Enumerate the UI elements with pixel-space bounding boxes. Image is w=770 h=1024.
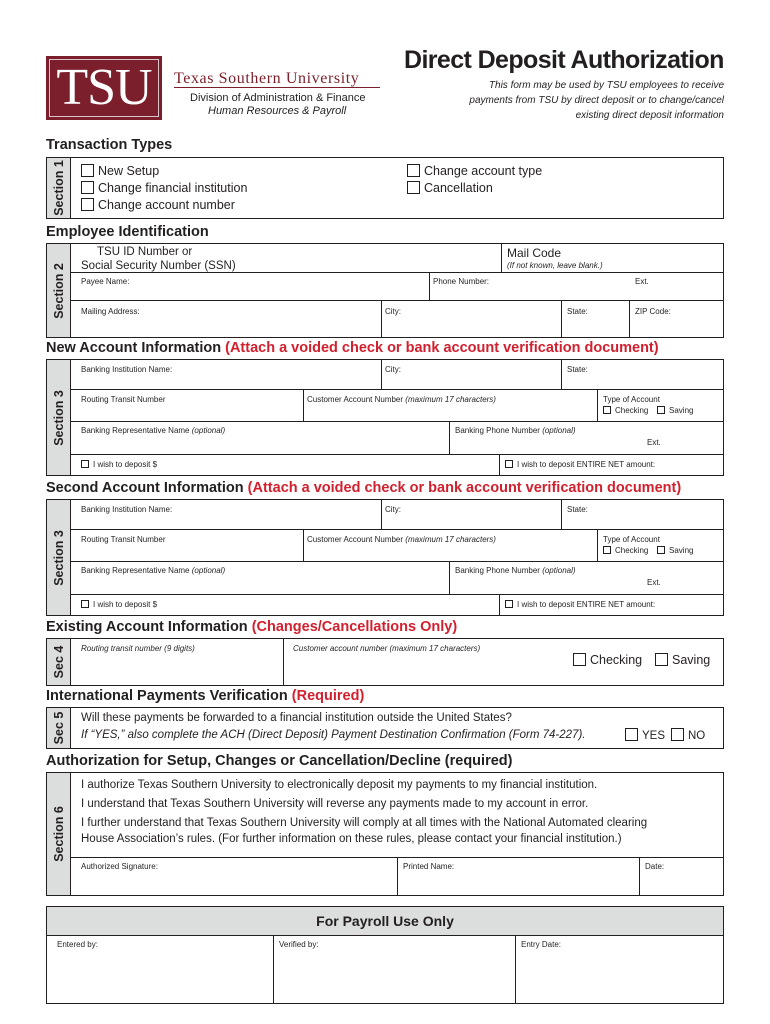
new-deposit-amount-option[interactable]: I wish to deposit $ [81, 460, 157, 469]
change-account-number-option[interactable]: Change account number [81, 198, 235, 212]
existing-saving-option[interactable]: Saving [655, 653, 710, 667]
city-field[interactable]: City: [385, 307, 401, 316]
change-account-type-checkbox[interactable] [407, 164, 420, 177]
new-deposit-net-option[interactable]: I wish to deposit ENTIRE NET amount: [505, 460, 655, 469]
second-bank-phone-field[interactable]: Banking Phone Number (optional) [455, 566, 576, 575]
international-question: Will these payments be forwarded to a financial institution outside the United States? [81, 712, 512, 724]
division-name: Division of Administration & Finance [190, 92, 366, 104]
phone-ext-field[interactable]: Ext. [635, 277, 649, 286]
form-description-1: This form may be used by TSU employees to receive [488, 80, 724, 91]
new-bank-rep-field[interactable]: Banking Representative Name (optional) [81, 426, 226, 435]
cancellation-option[interactable]: Cancellation [407, 181, 493, 195]
second-bank-city-field[interactable]: City: [385, 505, 401, 514]
second-checking-option[interactable]: Checking [603, 546, 648, 555]
existing-checking-checkbox[interactable] [573, 653, 586, 666]
second-deposit-amount-checkbox[interactable] [81, 600, 89, 608]
new-account-number-field[interactable]: Customer Account Number (maximum 17 characters) [307, 395, 496, 404]
section2-heading: Employee Identification [46, 224, 209, 240]
entered-by-field[interactable]: Entered by: [57, 940, 98, 949]
mailing-address-field[interactable]: Mailing Address: [81, 307, 140, 316]
new-account-type-label: Type of Account [603, 395, 660, 404]
form-description-3: existing direct deposit information [575, 110, 724, 121]
section6-box [46, 772, 724, 896]
section1-heading: Transaction Types [46, 137, 173, 153]
payroll-use-heading: For Payroll Use Only [47, 907, 723, 935]
new-bank-state-field[interactable]: State: [567, 365, 588, 374]
new-checking-checkbox[interactable] [603, 406, 611, 414]
change-account-number-checkbox[interactable] [81, 198, 94, 211]
new-account-heading: New Account Information (Attach a voided check or bank account verification document) [46, 340, 659, 356]
second-account-type-label: Type of Account [603, 535, 660, 544]
second-deposit-amount-option[interactable]: I wish to deposit $ [81, 600, 157, 609]
section2-box [46, 243, 724, 338]
existing-saving-checkbox[interactable] [655, 653, 668, 666]
university-name: Texas Southern University [174, 70, 360, 87]
second-deposit-net-option[interactable]: I wish to deposit ENTIRE NET amount: [505, 600, 655, 609]
new-checking-option[interactable]: Checking [603, 406, 648, 415]
section1-tab: Section 1 [47, 158, 71, 218]
new-account-box [46, 359, 724, 476]
second-bank-state-field[interactable]: State: [567, 505, 588, 514]
payroll-use-box [46, 906, 724, 1004]
existing-checking-option[interactable]: Checking [573, 653, 642, 667]
section5-box [46, 707, 724, 749]
new-deposit-amount-checkbox[interactable] [81, 460, 89, 468]
new-bank-phone-ext[interactable]: Ext. [647, 438, 661, 447]
second-deposit-net-checkbox[interactable] [505, 600, 513, 608]
section2-tab: Section 2 [47, 244, 71, 337]
new-setup-option[interactable]: New Setup [81, 164, 159, 178]
tsu-logo: TSU [46, 56, 162, 120]
verified-by-field[interactable]: Verified by: [279, 940, 319, 949]
cancellation-checkbox[interactable] [407, 181, 420, 194]
new-routing-field[interactable]: Routing Transit Number [81, 395, 166, 404]
section1-box [46, 157, 724, 219]
section5-tab: Sec 5 [47, 708, 71, 748]
section3-tab: Section 3 [47, 360, 71, 475]
second-account-heading: Second Account Information (Attach a voided check or bank account verification document) [46, 480, 682, 496]
payee-name-field[interactable]: Payee Name: [81, 277, 130, 286]
international-note: If “YES,” also complete the ACH (Direct Deposit) Payment Destination Confirmation (Form 74-227). [81, 729, 586, 741]
change-institution-option[interactable]: Change financial institution [81, 181, 247, 195]
state-field[interactable]: State: [567, 307, 588, 316]
new-bank-city-field[interactable]: City: [385, 365, 401, 374]
new-deposit-net-checkbox[interactable] [505, 460, 513, 468]
section5-heading: International Payments Verification (Required) [46, 688, 365, 704]
section4-box [46, 638, 724, 686]
authorization-line-3: I further understand that Texas Southern University will comply at all times with the National Automated clearing [81, 817, 648, 829]
no-option[interactable]: NO [671, 728, 705, 742]
second-bank-name-field[interactable]: Banking Institution Name: [81, 505, 173, 514]
form-description-2: payments from TSU by direct deposit or to change/cancel [469, 95, 724, 106]
tsu-id-label: TSU ID Number or [97, 246, 193, 258]
section4-heading: Existing Account Information (Changes/Cancellations Only) [46, 619, 458, 635]
yes-checkbox[interactable] [625, 728, 638, 741]
second-saving-checkbox[interactable] [657, 546, 665, 554]
authorization-line-4: House Association’s rules. (For further information on these rules, please contact your financial institution.) [81, 833, 622, 845]
entry-date-field[interactable]: Entry Date: [521, 940, 562, 949]
form-title: Direct Deposit Authorization [404, 46, 724, 74]
mail-code-note: (If not known, leave blank.) [507, 261, 603, 270]
authorization-line-2: I understand that Texas Southern University will reverse any payments made to my account in error. [81, 798, 589, 810]
new-setup-checkbox[interactable] [81, 164, 94, 177]
second-bank-rep-field[interactable]: Banking Representative Name (optional) [81, 566, 226, 575]
change-institution-checkbox[interactable] [81, 181, 94, 194]
second-bank-phone-ext[interactable]: Ext. [647, 578, 661, 587]
printed-name-field[interactable]: Printed Name: [403, 862, 455, 871]
new-saving-option[interactable]: Saving [657, 406, 693, 415]
department-name: Human Resources & Payroll [208, 105, 347, 117]
change-account-type-option[interactable]: Change account type [407, 164, 542, 178]
second-account-box [46, 499, 724, 616]
existing-routing-field[interactable]: Routing transit number (9 digits) [81, 644, 195, 653]
no-checkbox[interactable] [671, 728, 684, 741]
authorization-line-1: I authorize Texas Southern University to electronically deposit my payments to my financial institution. [81, 779, 598, 791]
mail-code-label[interactable]: Mail Code [507, 246, 562, 260]
section4-tab: Sec 4 [47, 639, 71, 685]
zip-code-field[interactable]: ZIP Code: [635, 307, 671, 316]
second-checking-checkbox[interactable] [603, 546, 611, 554]
new-saving-checkbox[interactable] [657, 406, 665, 414]
phone-number-field[interactable]: Phone Number: [433, 277, 490, 286]
new-bank-name-field[interactable]: Banking Institution Name: [81, 365, 173, 374]
header-divider [174, 87, 380, 88]
new-bank-phone-field[interactable]: Banking Phone Number (optional) [455, 426, 576, 435]
yes-option[interactable]: YES [625, 728, 665, 742]
section6-tab: Section 6 [47, 773, 71, 895]
section3b-tab: Section 3 [47, 500, 71, 615]
authorized-signature-field[interactable]: Authorized Signature: [81, 862, 158, 871]
second-account-number-field[interactable]: Customer Account Number (maximum 17 characters) [307, 535, 496, 544]
ssn-label[interactable]: Social Security Number (SSN) [81, 260, 236, 272]
second-saving-option[interactable]: Saving [657, 546, 693, 555]
existing-account-number-field[interactable]: Customer account number (maximum 17 characters) [293, 644, 481, 653]
section6-heading: Authorization for Setup, Changes or Cancellation/Decline (required) [46, 753, 513, 769]
second-routing-field[interactable]: Routing Transit Number [81, 535, 166, 544]
date-field[interactable]: Date: [645, 862, 665, 871]
